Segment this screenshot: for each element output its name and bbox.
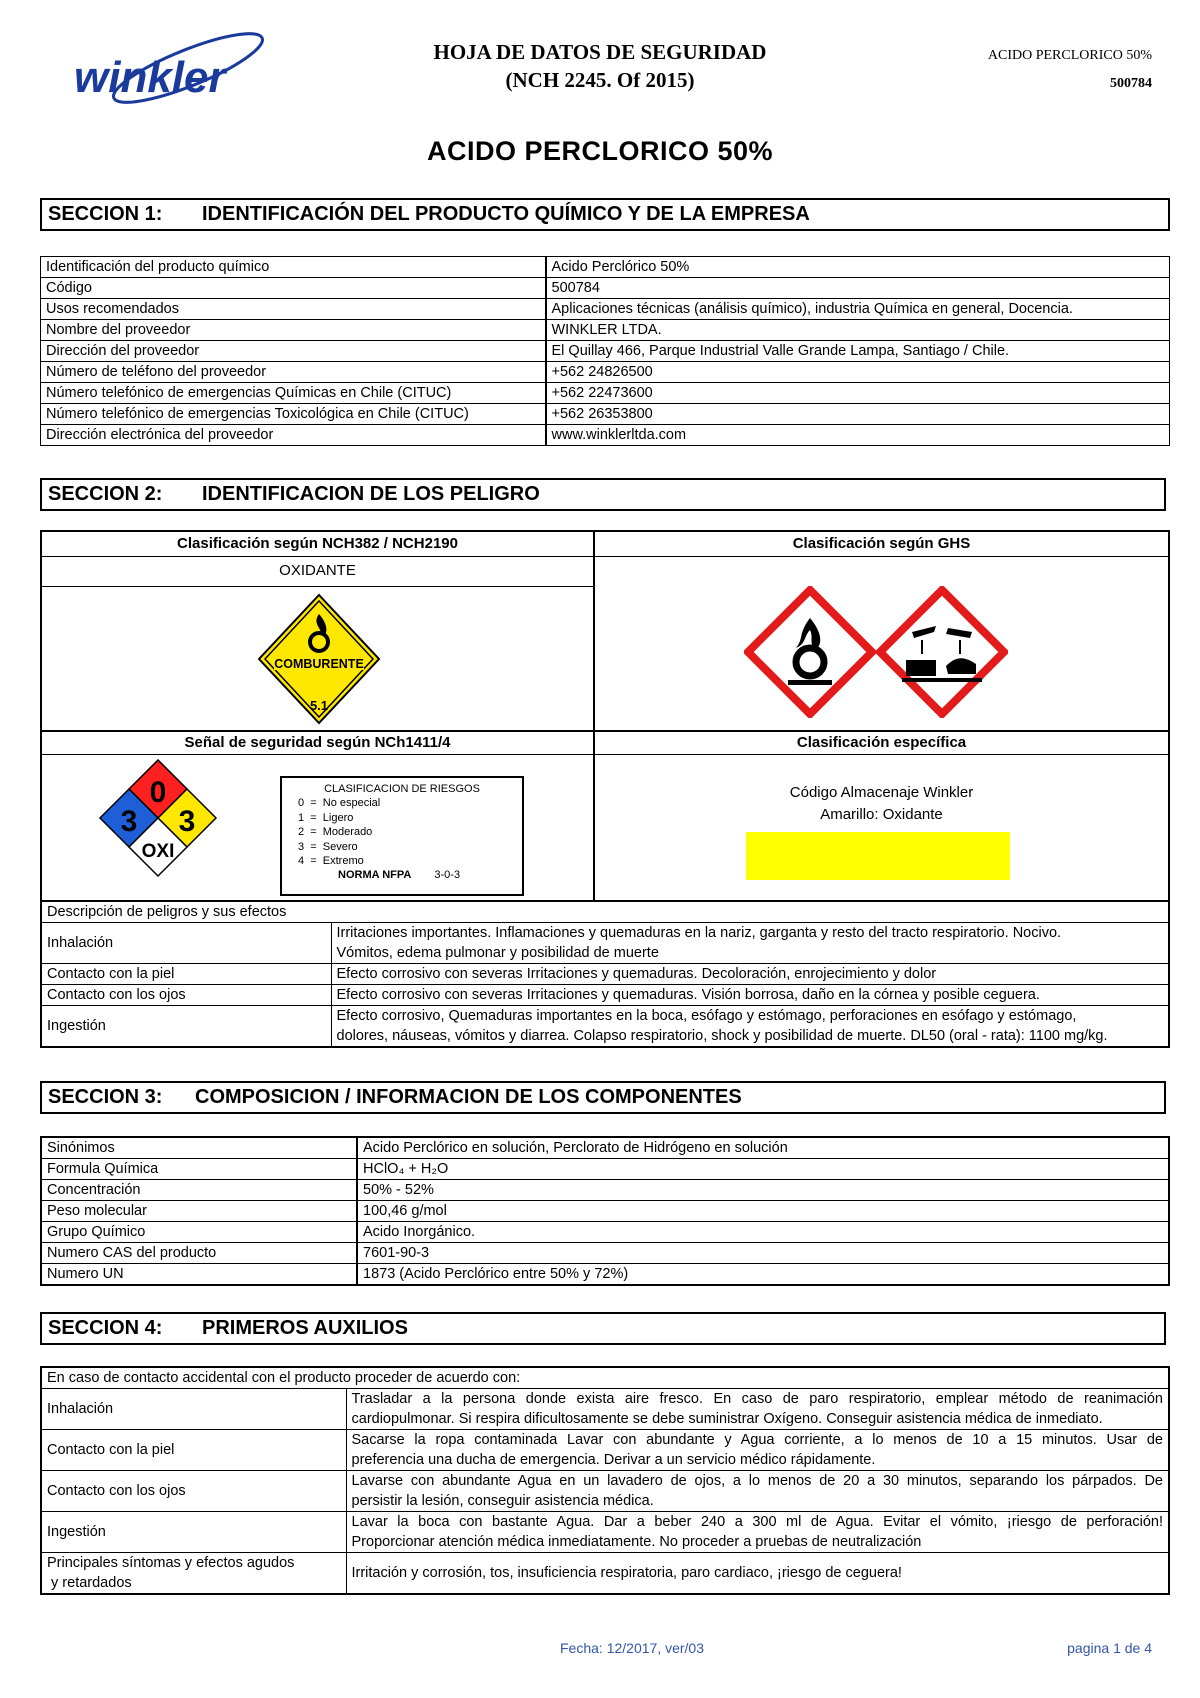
row-text [331, 1006, 1169, 1048]
field-value: Acido Inorgánico. [357, 1222, 1169, 1243]
risk-item: 2 = Moderado [298, 826, 373, 838]
field-value: HClO₄ + H₂O [357, 1159, 1169, 1180]
row-text-line: Efecto corrosivo, Quemaduras importantes en la boca, esófago y estómago, perforaciones en esófago y estómago, [336, 1008, 1077, 1024]
field-label: Numero CAS del producto [41, 1243, 357, 1264]
field-label: Dirección electrónica del proveedor [41, 425, 546, 446]
winkler-logo [68, 30, 268, 110]
hazard-row [41, 985, 1169, 1006]
hazards-title: Descripción de peligros y sus efectos [41, 901, 1169, 923]
first-aid-row [41, 1553, 1169, 1595]
field-value: Aplicaciones técnicas (análisis químico), industria Química en general, Docencia. [546, 299, 1170, 320]
field-label: Sinónimos [41, 1137, 357, 1159]
field-label: Nombre del proveedor [41, 320, 546, 341]
diamond-label: COMBURENTE [274, 657, 364, 671]
nch1411-header: Señal de seguridad según NCh1411/4 [184, 734, 451, 751]
hazard-row [41, 1006, 1169, 1048]
first-aid-intro: En caso de contacto accidental con el producto proceder de acuerdo con: [41, 1367, 1169, 1389]
row-label [41, 923, 331, 964]
header-title-line1: HOJA DE DATOS DE SEGURIDAD [433, 40, 767, 64]
row-label-line: Contacto con la piel [47, 1442, 175, 1458]
section-title: IDENTIFICACION DE LOS PELIGRO [202, 483, 540, 505]
row-text-line: Sacarse la ropa contaminada Lavar con abundante y Agua corriente, a lo menos de 10 a 15 minutos. Usar de [351, 1432, 1163, 1448]
risk-item: 3 = Severo [298, 840, 358, 853]
row-text-line: Proporcionar atención médica inmediatamente. No proceder a pruebas de neutralización [351, 1534, 922, 1550]
row-label [41, 1389, 346, 1430]
risk-classification-box [280, 776, 524, 896]
table-row [41, 1201, 1169, 1222]
section-title: COMPOSICION / INFORMACION DE LOS COMPONENTES [195, 1086, 742, 1108]
ghs-corrosive-icon [876, 586, 1008, 718]
row-label [41, 1430, 346, 1471]
field-label: Concentración [41, 1180, 357, 1201]
specific-header: Clasificación específica [796, 734, 967, 751]
field-label: Formula Química [41, 1159, 357, 1180]
field-label: Peso molecular [41, 1201, 357, 1222]
table-row [41, 404, 1170, 425]
nfpa-health: 3 [120, 805, 138, 838]
hazard-row [41, 923, 1169, 964]
grid-line [42, 586, 593, 587]
field-label: Numero UN [41, 1264, 357, 1286]
field-label: Número telefónico de emergencias Químicas en Chile (CITUC) [41, 383, 546, 404]
specific-line2: Amarillo: Oxidante [820, 806, 943, 823]
risk-box-norma [338, 868, 460, 883]
field-value: 1873 (Acido Perclórico entre 50% y 72%) [357, 1264, 1169, 1286]
field-value: +562 24826500 [546, 362, 1170, 383]
table-row [41, 1264, 1169, 1286]
nfpa-fire: 0 [149, 776, 167, 809]
section-number: SECCION 3: [48, 1086, 163, 1108]
nfpa-special: OXI [141, 841, 175, 862]
section-3-table [40, 1136, 1170, 1286]
row-text [346, 1430, 1169, 1471]
row-label-line: Inhalación [47, 1401, 114, 1417]
row-label-line: Ingestión [47, 1524, 106, 1540]
row-label-line: Contacto con los ojos [47, 1483, 186, 1499]
row-text-line: cardiopulmonar. Si respira dificultosamente se debe suministrar Oxígeno. Conseguir asistencia médica de inmediato. [351, 1411, 1103, 1427]
table-row [41, 383, 1170, 404]
row-text-line: Efecto corrosivo con severas Irritaciones y quemaduras. Visión borrosa, daño en la córnea y posible ceguera. [336, 987, 1040, 1003]
row-label [41, 964, 331, 985]
header-code: 500784 [1110, 76, 1152, 91]
table-row [41, 425, 1170, 446]
section-title: IDENTIFICACIÓN DEL PRODUCTO QUÍMICO Y DE LA EMPRESA [202, 203, 810, 225]
header-title [360, 38, 840, 94]
hazard-classification-grid [40, 530, 1170, 902]
table-row [41, 1159, 1169, 1180]
row-text-line: Lavar la boca con bastante Agua. Dar a beber 240 a 300 ml de Agua. Evitar el vómito, ¡riesgo de perforación! [351, 1514, 1163, 1530]
field-label: Código [41, 278, 546, 299]
row-label-line: Contacto con la piel [47, 966, 175, 982]
first-aid-table [40, 1366, 1170, 1595]
section-3-header [40, 1081, 1166, 1114]
first-aid-row [41, 1512, 1169, 1553]
section-title: PRIMEROS AUXILIOS [202, 1317, 408, 1339]
row-text-line: dolores, náuseas, vómitos y diarrea. Colapso respiratorio, shock y posibilidad de muerte. DL50 (oral - rata): 1100 mg/kg. [336, 1028, 1108, 1044]
field-value: 7601-90-3 [357, 1243, 1169, 1264]
table-row [41, 320, 1170, 341]
row-text-line: Vómitos, edema pulmonar y posibilidad de muerte [336, 945, 659, 961]
field-label: Número telefónico de emergencias Toxicológica en Chile (CITUC) [41, 404, 546, 425]
hazards-table [40, 900, 1170, 1048]
field-value: www.winklerltda.com [546, 425, 1170, 446]
table-row [41, 1222, 1169, 1243]
table-row [41, 362, 1170, 383]
nch382-class: OXIDANTE [279, 562, 356, 579]
nfpa-diamond-icon [98, 758, 218, 878]
first-aid-row [41, 1389, 1169, 1430]
risk-item: 1 = Ligero [298, 811, 354, 824]
table-row [41, 299, 1170, 320]
row-label [41, 1553, 346, 1595]
specific-classification [595, 782, 1168, 826]
row-label-line: y retardados [47, 1575, 132, 1591]
section-4-header [40, 1312, 1166, 1345]
nfpa-reactivity: 3 [178, 805, 196, 838]
row-text [346, 1553, 1169, 1595]
field-value: 100,46 g/mol [357, 1201, 1169, 1222]
row-text [346, 1512, 1169, 1553]
norma-label: NORMA NFPA [338, 869, 412, 881]
section-number: SECCION 2: [48, 483, 163, 505]
row-text [331, 985, 1169, 1006]
comburente-diamond-icon [256, 592, 382, 726]
row-text-line: Irritaciones importantes. Inflamaciones y quemaduras en la nariz, garganta y resto del tracto respiratorio. Nocivo. [336, 925, 1062, 941]
grid-line [42, 754, 1168, 755]
section-number: SECCION 4: [48, 1317, 163, 1339]
risk-box-title: CLASIFICACION DE RIESGOS [324, 783, 480, 795]
logo-wordmark: winkler [74, 53, 226, 102]
row-text-line: Efecto corrosivo con severas Irritaciones y quemaduras. Decoloración, enrojecimiento y dolor [336, 966, 937, 982]
table-row [41, 1180, 1169, 1201]
row-text [331, 923, 1169, 964]
field-label: Identificación del producto químico [41, 257, 546, 278]
row-text [346, 1471, 1169, 1512]
field-label: Grupo Químico [41, 1222, 357, 1243]
row-label-line: Ingestión [47, 1018, 106, 1034]
storage-color-swatch [746, 832, 1010, 880]
row-label-line: Inhalación [47, 935, 114, 951]
ghs-header: Clasificación según GHS [792, 535, 971, 552]
row-label [41, 1006, 331, 1048]
field-value: +562 22473600 [546, 383, 1170, 404]
nch382-header: Clasificación según NCH382 / NCH2190 [177, 535, 458, 552]
first-aid-row [41, 1471, 1169, 1512]
field-value: 50% - 52% [357, 1180, 1169, 1201]
table-row [41, 1137, 1169, 1159]
field-value: WINKLER LTDA. [546, 320, 1170, 341]
row-label-line: Principales síntomas y efectos agudos [47, 1555, 295, 1571]
header-product: ACIDO PERCLORICO 50% [987, 48, 1152, 63]
hazard-row [41, 964, 1169, 985]
table-row [41, 341, 1170, 362]
field-label: Dirección del proveedor [41, 341, 546, 362]
section-1-header [40, 198, 1170, 231]
grid-line [42, 730, 1168, 732]
hazards-table-wrap [40, 900, 1170, 1048]
first-aid-row [41, 1430, 1169, 1471]
table-row [41, 257, 1170, 278]
document-title: ACIDO PERCLORICO 50% [426, 136, 774, 166]
footer-date: Fecha: 12/2017, ver/03 [560, 1640, 704, 1656]
header-title-line2: (NCH 2245. Of 2015) [505, 68, 695, 92]
table-row [41, 1243, 1169, 1264]
grid-line [42, 556, 1168, 557]
row-text-line: Trasladar a la persona donde exista aire fresco. En caso de paro respiratorio, emplear método de reanimación [351, 1391, 1163, 1407]
risk-box-items [298, 796, 380, 869]
row-label [41, 1471, 346, 1512]
diamond-number: 5.1 [309, 698, 329, 713]
section-2-header [40, 478, 1166, 511]
field-value: El Quillay 466, Parque Industrial Valle Grande Lampa, Santiago / Chile. [546, 341, 1170, 362]
row-text-line: Lavarse con abundante Agua en un lavadero de ojos, a lo menos de 20 a 30 minutos, separando los párpados. De [351, 1473, 1163, 1489]
section-number: SECCION 1: [48, 203, 163, 225]
ghs-oxidizer-icon [744, 586, 876, 718]
field-value: Acido Perclórico 50% [546, 257, 1170, 278]
row-label [41, 1512, 346, 1553]
field-value: 500784 [546, 278, 1170, 299]
row-text-line: persistir la lesión, conseguir asistencia médica. [351, 1493, 654, 1509]
row-text-line: Irritación y corrosión, tos, insuficiencia respiratoria, paro cardiaco, ¡riesgo de ceguera! [351, 1565, 902, 1581]
risk-item: 4 = Extremo [298, 855, 364, 867]
norma-value: 3-0-3 [434, 869, 461, 881]
row-text [331, 964, 1169, 985]
footer-page: pagina 1 de 4 [1067, 1640, 1152, 1656]
row-text-line: preferencia una ducha de emergencia. Derivar a un servicio médico rápidamente. [351, 1452, 876, 1468]
row-text [346, 1389, 1169, 1430]
grid-divider [593, 532, 595, 900]
first-aid-table-wrap [40, 1366, 1170, 1595]
table-row [41, 278, 1170, 299]
section-1-table [40, 256, 1170, 446]
risk-item: 0 = No especial [298, 797, 381, 809]
field-label: Usos recomendados [41, 299, 546, 320]
row-label [41, 985, 331, 1006]
field-value: Acido Perclórico en solución, Perclorato de Hidrógeno en solución [357, 1137, 1169, 1159]
header-right [988, 42, 1152, 98]
field-value: +562 26353800 [546, 404, 1170, 425]
field-label: Número de teléfono del proveedor [41, 362, 546, 383]
row-label-line: Contacto con los ojos [47, 987, 186, 1003]
specific-line1: Código Almacenaje Winkler [789, 784, 974, 801]
